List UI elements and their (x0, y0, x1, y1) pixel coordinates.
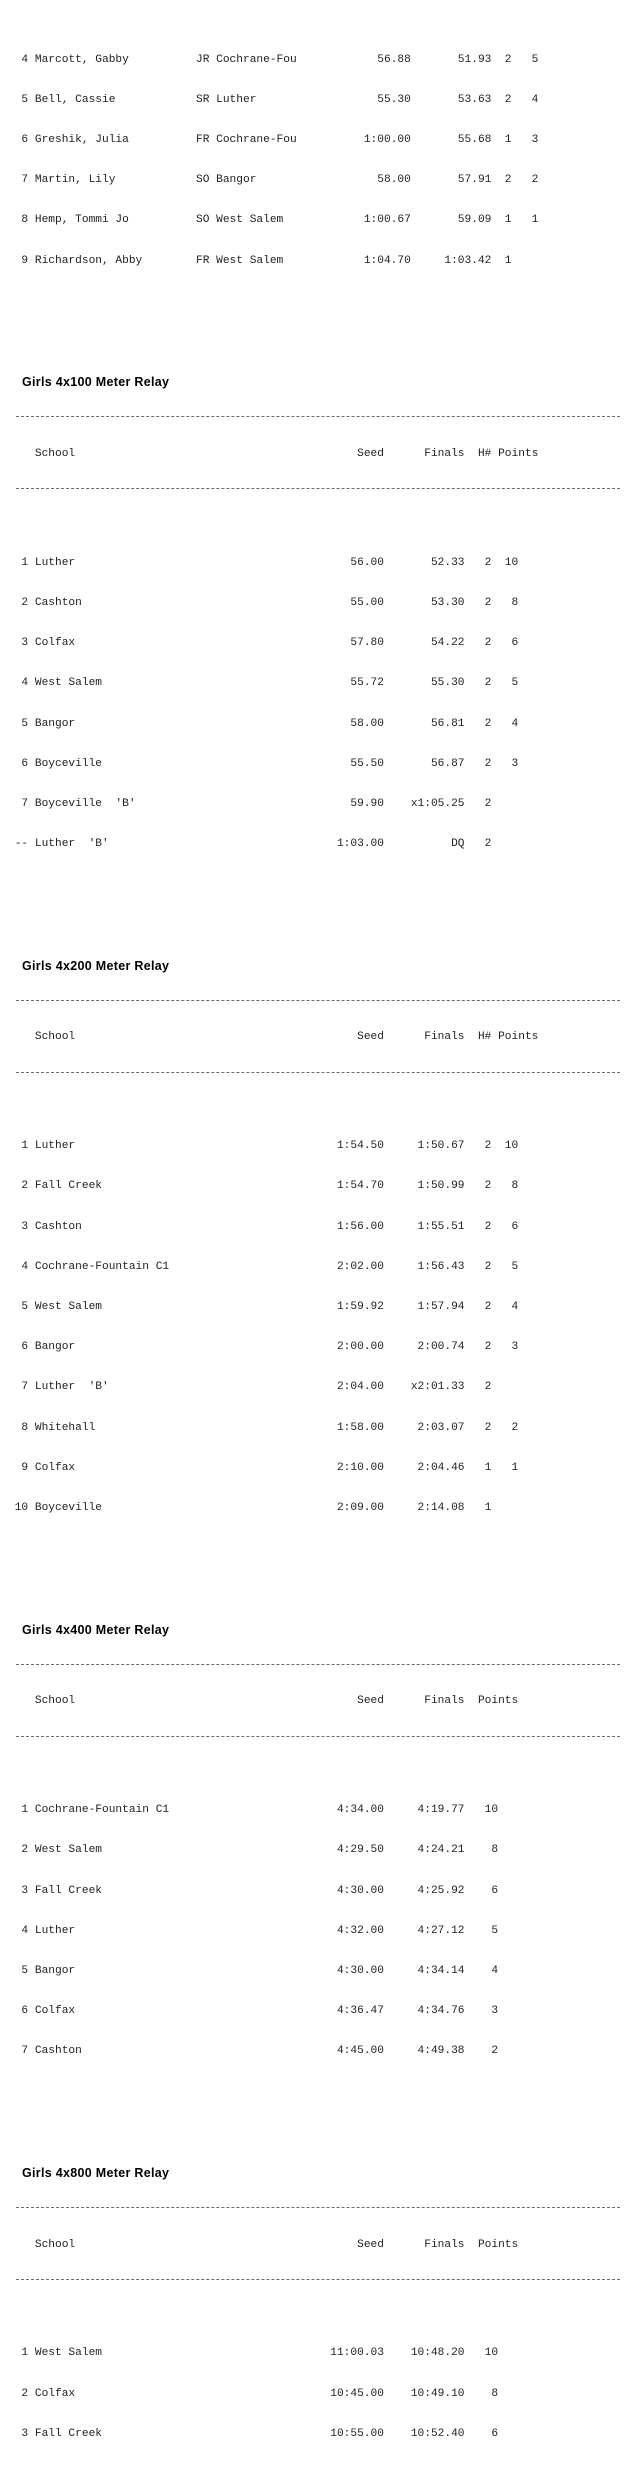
result-row: 4 Marcott, Gabby JR Cochrane-Fou 56.88 51.93 2 5 (8, 53, 539, 66)
result-row: 2 Colfax 10:45.00 10:49.10 8 (8, 2387, 499, 2400)
section-4x800 (8, 2139, 623, 2468)
result-row: 2 Fall Creek 1:54.70 1:50.99 2 8 (8, 1180, 519, 1193)
section-4x400 (8, 1596, 623, 2086)
divider (16, 1664, 620, 1669)
result-row: 6 Greshik, Julia FR Cochrane-Fou 1:00.00 55.68 1 3 (8, 134, 539, 147)
column-header: School Seed Finals H# Points (8, 447, 539, 460)
result-row: 2 West Salem 4:29.50 4:24.21 8 (8, 1844, 499, 1857)
result-row: 2 Cashton 55.00 53.30 2 8 (8, 596, 519, 609)
result-row: 6 Bangor 2:00.00 2:00.74 2 3 (8, 1341, 519, 1354)
section-4x200 (8, 932, 623, 1542)
divider (16, 1072, 620, 1077)
result-row: 3 Colfax 57.80 54.22 2 6 (8, 637, 519, 650)
result-row: 3 Fall Creek 10:55.00 10:52.40 6 (8, 2427, 499, 2440)
divider (16, 1736, 620, 1741)
result-row: 8 Hemp, Tommi Jo SO West Salem 1:00.67 59.09 1 1 (8, 214, 539, 227)
result-row: 5 Bangor 4:30.00 4:34.14 4 (8, 1964, 499, 1977)
result-row: 4 Luther 4:32.00 4:27.12 5 (8, 1924, 499, 1937)
column-header: School Seed Finals H# Points (8, 1031, 539, 1044)
section-title: Girls 4x800 Meter Relay (22, 2166, 170, 2181)
result-row: 5 Bangor 58.00 56.81 2 4 (8, 717, 519, 730)
result-row: 10 Boyceville 2:09.00 2:14.08 1 (8, 1502, 492, 1515)
result-row: 4 West Salem 55.72 55.30 2 5 (8, 677, 519, 690)
result-row: 1 Luther 1:54.50 1:50.67 2 10 (8, 1140, 519, 1153)
result-row: 1 Luther 56.00 52.33 2 10 (8, 556, 519, 569)
result-row: 7 Cashton 4:45.00 4:49.38 2 (8, 2045, 499, 2058)
column-header: School Seed Finals Points (8, 2238, 519, 2251)
result-row: 8 Whitehall 1:58.00 2:03.07 2 2 (8, 1421, 519, 1434)
result-row: 6 Colfax 4:36.47 4:34.76 3 (8, 2005, 499, 2018)
result-row: -- Luther 'B' 1:03.00 DQ 2 (8, 838, 492, 851)
results-document (8, 0, 623, 2482)
divider (16, 2279, 620, 2284)
section-title: Girls 4x200 Meter Relay (22, 958, 170, 973)
result-row: 4 Cochrane-Fountain C1 2:02.00 1:56.43 2 5 (8, 1260, 519, 1273)
result-row: 6 Boyceville 55.50 56.87 2 3 (8, 757, 519, 770)
divider (16, 1000, 620, 1005)
result-row: 3 Cashton 1:56.00 1:55.51 2 6 (8, 1220, 519, 1233)
result-row: 7 Martin, Lily SO Bangor 58.00 57.91 2 2 (8, 174, 539, 187)
result-row: 7 Luther 'B' 2:04.00 x2:01.33 2 (8, 1381, 492, 1394)
divider (16, 2207, 620, 2212)
section-title: Girls 4x100 Meter Relay (22, 375, 170, 390)
result-row: 1 Cochrane-Fountain C1 4:34.00 4:19.77 10 (8, 1804, 499, 1817)
divider (16, 416, 620, 421)
result-row: 9 Richardson, Abby FR West Salem 1:04.70 1:03.42 1 (8, 254, 512, 267)
column-header: School Seed Finals Points (8, 1695, 519, 1708)
result-row: 9 Colfax 2:10.00 2:04.46 1 1 (8, 1461, 519, 1474)
result-row: 3 Fall Creek 4:30.00 4:25.92 6 (8, 1884, 499, 1897)
result-row: 5 Bell, Cassie SR Luther 55.30 53.63 2 4 (8, 93, 539, 106)
result-row: 5 West Salem 1:59.92 1:57.94 2 4 (8, 1301, 519, 1314)
result-row: 1 West Salem 11:00.03 10:48.20 10 (8, 2347, 499, 2360)
result-row: 7 Boyceville 'B' 59.90 x1:05.25 2 (8, 797, 492, 810)
section-title: Girls 4x400 Meter Relay (22, 1622, 170, 1637)
section-4x100 (8, 348, 623, 878)
top-rows (8, 27, 623, 295)
divider (16, 488, 620, 493)
